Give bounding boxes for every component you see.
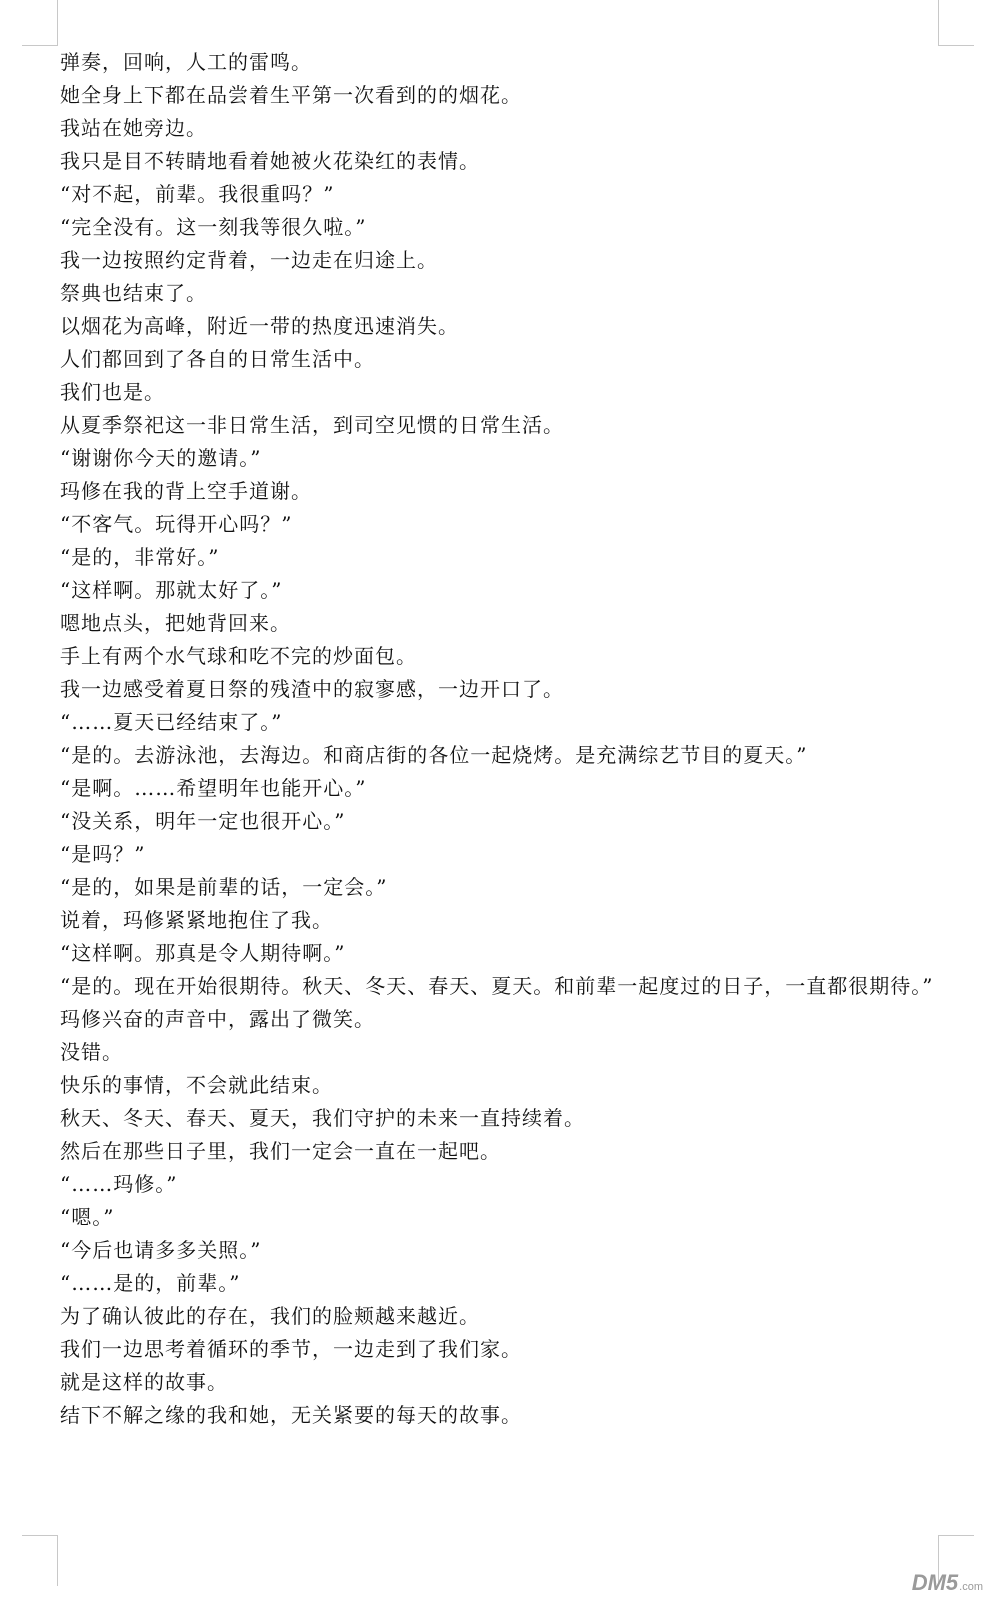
text-line: 没错。 — [60, 1040, 123, 1064]
text-line: 从夏季祭祀这一非日常生活，到司空见惯的日常生活。 — [60, 413, 564, 437]
text-line: 快乐的事情，不会就此结束。 — [60, 1073, 333, 1097]
text-line: “……是的，前辈。” — [60, 1271, 241, 1295]
text-line: 人们都回到了各自的日常生活中。 — [60, 347, 375, 371]
text-line: “嗯。” — [60, 1205, 115, 1229]
text-line: “是的，如果是前辈的话，一定会。” — [60, 875, 388, 899]
text-line: “是吗？” — [60, 842, 146, 866]
crop-mark-top-right — [938, 0, 974, 46]
text-line: “对不起，前辈。我很重吗？” — [60, 182, 335, 206]
text-line: 就是这样的故事。 — [60, 1370, 228, 1394]
watermark-logo — [912, 1570, 983, 1596]
text-line: 玛修兴奋的声音中，露出了微笑。 — [60, 1007, 375, 1031]
text-line: 我一边感受着夏日祭的残渣中的寂寥感，一边开口了。 — [60, 677, 564, 701]
text-line: 祭典也结束了。 — [60, 281, 207, 305]
text-line: 她全身上下都在品尝着生平第一次看到的的烟花。 — [60, 83, 522, 107]
text-line: 秋天、冬天、春天、夏天，我们守护的未来一直持续着。 — [60, 1106, 585, 1130]
text-line: 结下不解之缘的我和她，无关紧要的每天的故事。 — [60, 1403, 522, 1427]
text-line: 我站在她旁边。 — [60, 116, 207, 140]
watermark-main: DM5 — [911, 1570, 959, 1595]
text-line: “……夏天已经结束了。” — [60, 710, 283, 734]
text-line: “是的。去游泳池，去海边。和商店街的各位一起烧烤。是充满综艺节目的夏天。” — [60, 743, 808, 767]
text-line: 说着，玛修紧紧地抱住了我。 — [60, 908, 333, 932]
text-line: “这样啊。那就太好了。” — [60, 578, 283, 602]
text-line: “……玛修。” — [60, 1172, 178, 1196]
text-line: 为了确认彼此的存在，我们的脸颊越来越近。 — [60, 1304, 480, 1328]
crop-mark-bottom-left — [22, 1535, 58, 1586]
text-line: “这样啊。那真是令人期待啊。” — [60, 941, 346, 965]
text-line: 我们一边思考着循环的季节，一边走到了我们家。 — [60, 1337, 522, 1361]
text-line: “是的。现在开始很期待。秋天、冬天、春天、夏天。和前辈一起度过的日子，一直都很期待。” — [60, 974, 934, 998]
text-line: 嗯地点头，把她背回来。 — [60, 611, 291, 635]
text-line: 以烟花为高峰，附近一带的热度迅速消失。 — [60, 314, 459, 338]
text-line: “是啊。……希望明年也能开心。” — [60, 776, 367, 800]
watermark-sub: .com — [959, 1581, 983, 1593]
text-line: 我只是目不转睛地看着她被火花染红的表情。 — [60, 149, 480, 173]
text-line: 玛修在我的背上空手道谢。 — [60, 479, 312, 503]
text-line: 手上有两个水气球和吃不完的炒面包。 — [60, 644, 417, 668]
text-line: “完全没有。这一刻我等很久啦。” — [60, 215, 367, 239]
text-line: 弹奏，回响，人工的雷鸣。 — [60, 50, 312, 74]
body-text — [60, 46, 940, 1432]
text-line: 我一边按照约定背着，一边走在归途上。 — [60, 248, 438, 272]
text-line: 然后在那些日子里，我们一定会一直在一起吧。 — [60, 1139, 501, 1163]
text-line: “今后也请多多关照。” — [60, 1238, 262, 1262]
crop-mark-top-left — [22, 0, 58, 46]
text-line: “不客气。玩得开心吗？” — [60, 512, 293, 536]
text-line: 我们也是。 — [60, 380, 165, 404]
text-line: “没关系，明年一定也很开心。” — [60, 809, 346, 833]
text-line: “谢谢你今天的邀请。” — [60, 446, 262, 470]
text-line: “是的，非常好。” — [60, 545, 220, 569]
